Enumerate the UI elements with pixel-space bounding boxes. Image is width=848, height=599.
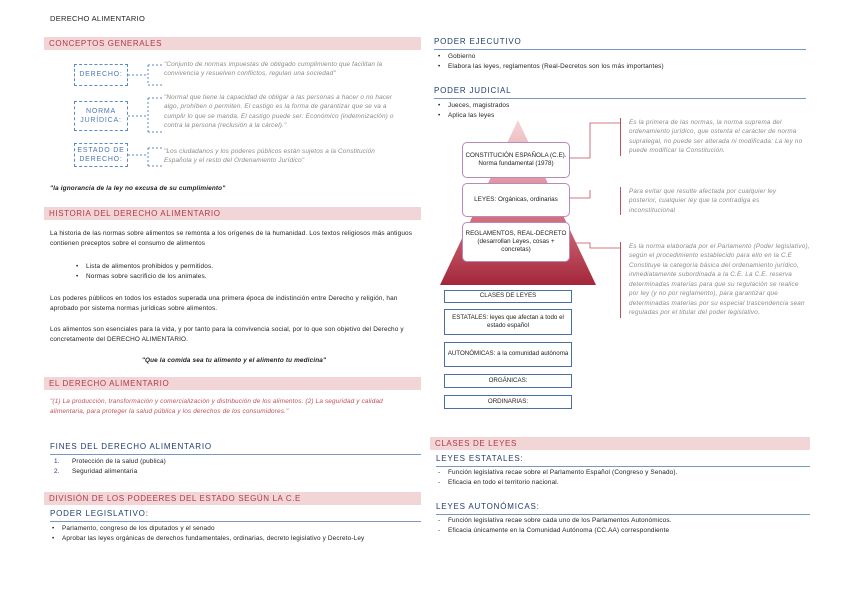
concept-connectors — [128, 60, 168, 172]
legislativo-heading: PODER LEGISLATIVO: — [50, 509, 421, 522]
legislativo-list — [50, 524, 418, 544]
list-item: • Parlamento, congreso de los diputados y el senado — [50, 524, 418, 534]
clases-box-title: CLASES DE LEYES — [444, 290, 572, 303]
list-item: • Gobierno — [436, 52, 806, 62]
section-clases-heading: CLASES DE LEYES — [430, 437, 810, 450]
judicial-heading: PODER JUDICIAL — [434, 86, 806, 99]
ejecutivo-list — [436, 52, 806, 72]
historia-paragraph-1: La historia de las normas sobre alimentos se remonta a los orígenes de la humanidad. Los textos religiosos más antiguos contienen preceptos sobre el consumo de alimentos — [50, 230, 413, 247]
concept-text-norma: "Normal que tiene la capacidad de obligar a las personas a hacer o no hacer algo, prohíben o permiten. El castigo es la forma de garantizar que se va a cumplir lo que se manda. El castigo puede ser: Económico (indemnización) o contra la persona (reclusión a la cárcel)." — [164, 94, 394, 129]
list-item: • Aprobar las leyes orgánicas de derechos fundamentales, ordinarias, decreto legislativo y Decreto-Ley — [50, 534, 418, 544]
clases-box-autonomicas: AUTONÓMICAS: a la comunidad autónoma — [444, 342, 572, 367]
section-historia-heading: HISTORIA DEL DERECHO ALIMENTARIO — [44, 207, 421, 220]
fines-list — [54, 457, 354, 477]
clases-box-organicas: ORGÁNICAS: — [444, 374, 572, 388]
autonomicas-heading: LEYES AUTONÓMICAS: — [436, 502, 810, 515]
pyramid-reglamentos: REGLAMENTOS, REAL-DECRETO (desarrollan Leyes, cosas + concretas) — [462, 222, 570, 262]
concept-label-derecho: DERECHO: — [74, 64, 128, 86]
document-title: DERECHO ALIMENTARIO — [50, 14, 146, 23]
fines-heading: FINES DEL DERECHO ALIMENTARIO — [50, 442, 421, 455]
list-item: - Función legislativa recae sobre cada uno de los Parlamentos Autonómicos. — [436, 516, 808, 526]
concept-text-estado: "Los ciudadanos y los poderes públicos están sujetos a la Constitución Española y el resto del Ordenamiento Jurídico" — [164, 148, 375, 165]
list-item: 2. Seguridad alimentaria — [54, 467, 138, 475]
list-item: • Aplica las leyes — [436, 111, 636, 121]
list-item: • Jueces, magistrados — [436, 101, 636, 111]
historia-paragraph-2: Los poderes públicos en todos los estados superada una primera época de indistinción entre Derecho y religión, han aprobado por sistema normas jurídicas sobre alimentos. — [50, 295, 398, 312]
ejecutivo-heading: PODER EJECUTIVO — [434, 37, 806, 50]
autonomicas-list — [436, 516, 808, 536]
section-conceptos-heading: CONCEPTOS GENERALES — [44, 37, 421, 50]
list-item: - Función legislativa recae sobre el Parlamento Español (Congreso y Senado). — [436, 468, 808, 478]
estatales-heading: LEYES ESTATALES: — [436, 454, 810, 467]
list-item: • Elabora las leyes, reglamentos (Real-Decretos son los más importantes) — [436, 62, 806, 72]
derecho-definition: "(1) La producción, transformación y comercialización y distribución de los alimentos. (2) La seguridad y calidad alimentaria, para proteger la salud pública y los derechos de los consumidores." — [50, 398, 383, 415]
pyramid-leyes: LEYES: Orgánicas, ordinarias — [462, 183, 570, 217]
note-ley: Es la norma elaborada por el Parlamento (Poder legislativo), según el procedimiento establecido para ello en la C.E Constituye la categoría básica del ordenamiento jurídico, inmediatamente subordinada a la C.E. La C.E. reserva determinadas materias para que su regulación se realice por ley (y no por reglamento), para garantizar que determinadas materias por su especial trascendencia sean reguladas por el titular del poder legislativo. — [620, 242, 810, 318]
list-item: • Normas sobre sacrificio de los animales. — [74, 272, 394, 282]
conceptos-quote: "la ignorancia de la ley no excusa de su cumplimiento" — [50, 185, 226, 192]
note-inconstitucional: Para evitar que resulte afectada por cualquier ley posterior, cualquier ley que la contradiga es inconstitucional — [620, 187, 805, 215]
section-derecho-heading: EL DERECHO ALIMENTARIO — [44, 377, 421, 390]
historia-quote: "Que la comida sea tu alimento y el alimento tu medicina" — [141, 357, 327, 364]
clases-box-estatales: ESTATALES: leyes que afectan a todo el estado español — [444, 309, 572, 335]
section-division-heading: DIVISIÓN DE LOS PODEERES DEL ESTADO SEGÚN LA C.E — [44, 492, 421, 505]
concept-label-estado: ESTADO DE DERECHO: — [74, 143, 128, 167]
note-constitucion: Es la primera de las normas, la norma suprema del ordenamiento jurídico, que ostenta el carácter de norma supralegal, no puede ser alterada ni modificada: La ley no puede modificar la Constitución. — [620, 118, 805, 156]
list-item: 1. Protección de la salud (publica) — [54, 458, 166, 465]
historia-list — [74, 262, 394, 282]
list-item: • Lista de alimentos prohibidos y permitidos. — [74, 262, 394, 272]
estatales-list — [436, 468, 808, 488]
list-item: - Eficacia en todo el territorio nacional. — [436, 478, 808, 488]
clases-box-ordinarias: ORDINARIAS: — [444, 395, 572, 409]
concept-text-derecho: "Conjunto de normas impuestas de obligado cumplimiento que facilitan la convivencia y resuelven conflictos, regulan una sociedad" — [164, 61, 383, 78]
historia-paragraph-3: Los alimentos son esenciales para la vida, y por tanto para la convivencia social, por lo que son objetivo del Derecho y concretamente del DERECHO ALIMENTARIO. — [50, 326, 404, 343]
list-item: - Eficacia únicamente en la Comunidad Autónoma (CC.AA) correspondiente — [436, 526, 808, 536]
pyramid-constitucion: CONSTITUCIÓN ESPAÑOLA (C.E). Norma fundamental (1978) — [462, 142, 570, 178]
concept-label-norma: NORMA JURÍDICA: — [74, 101, 128, 131]
